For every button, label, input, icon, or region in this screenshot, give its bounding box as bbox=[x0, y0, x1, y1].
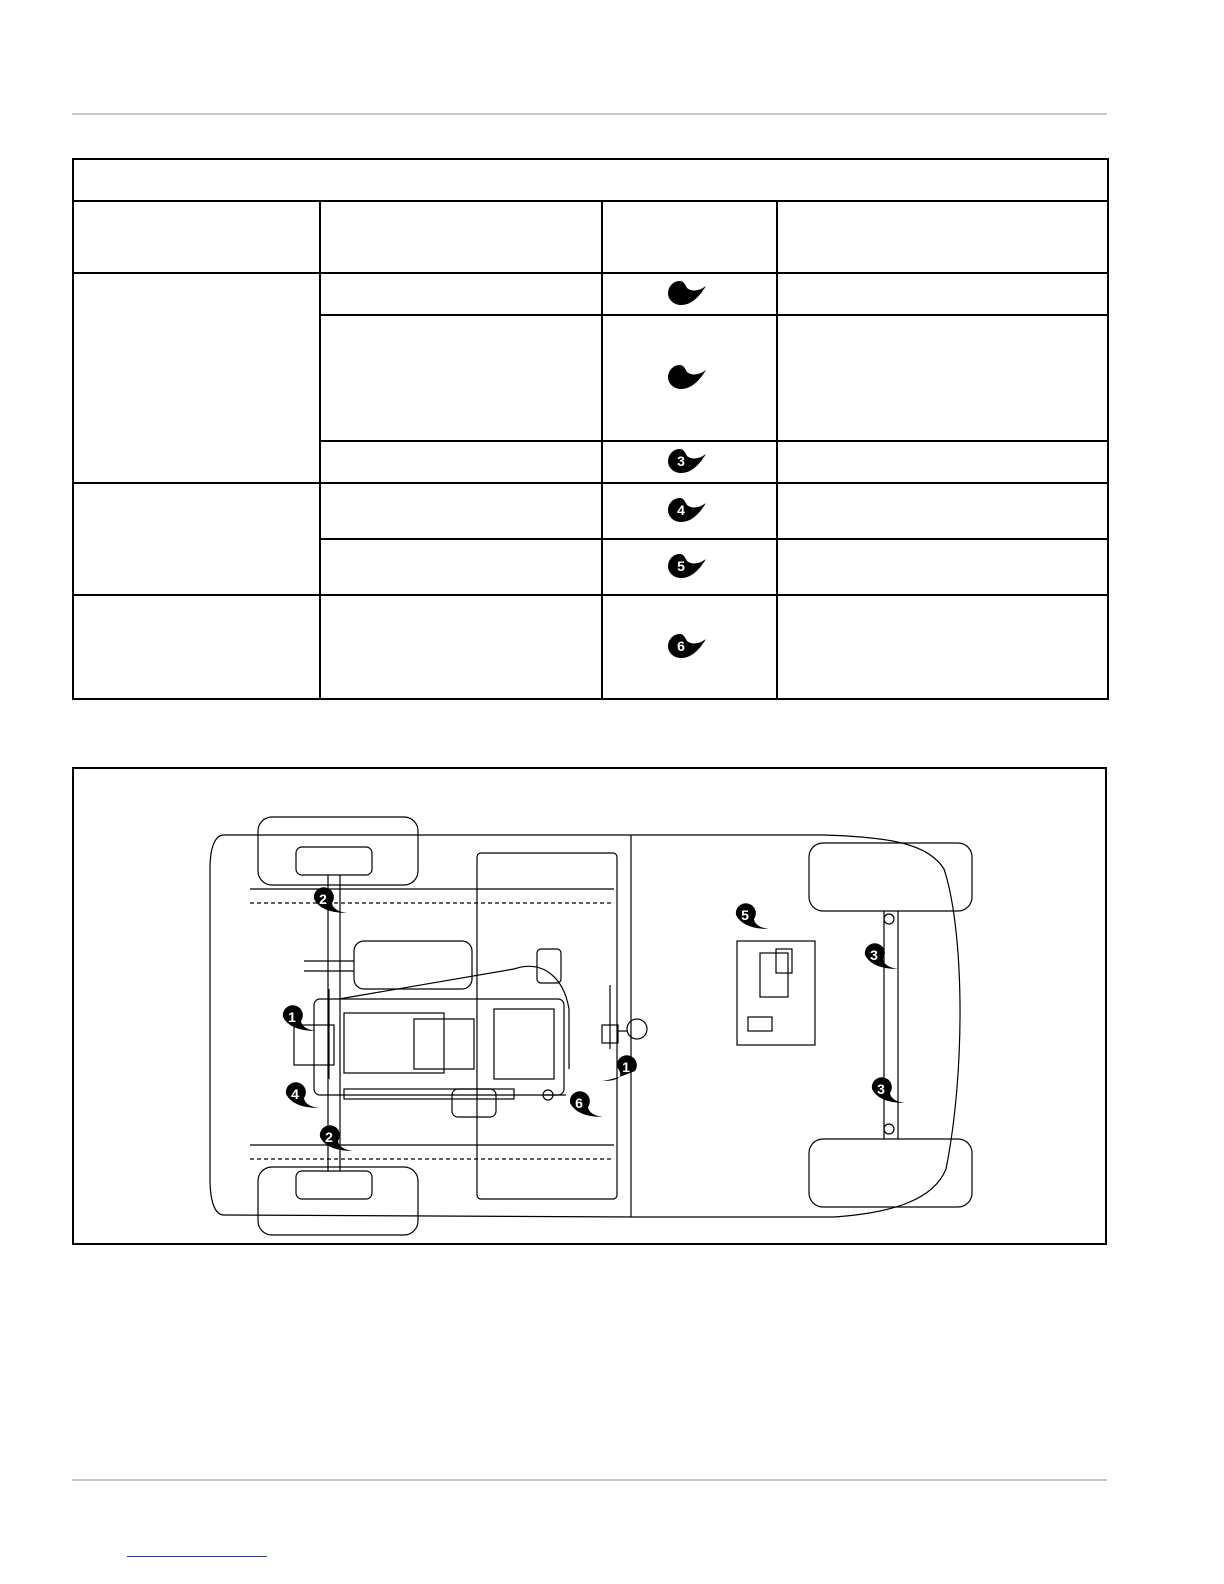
callout-2 bbox=[320, 1125, 353, 1151]
group-cell bbox=[73, 595, 320, 699]
lube-drop-icon bbox=[668, 497, 712, 523]
table-row bbox=[73, 483, 1108, 539]
badge-cell bbox=[602, 595, 777, 699]
note-cell bbox=[777, 595, 1108, 699]
badge-number: 3 bbox=[676, 452, 685, 469]
table-header-row bbox=[73, 201, 1108, 273]
callout-number: 2 bbox=[325, 1129, 333, 1145]
lube-drop-icon bbox=[668, 633, 712, 659]
badge-cell bbox=[602, 539, 777, 595]
lube-drop-icon bbox=[668, 553, 712, 579]
callout-5 bbox=[736, 903, 769, 929]
badge-number: 6 bbox=[676, 637, 685, 654]
callout-group bbox=[283, 887, 905, 1151]
note-cell bbox=[777, 441, 1108, 483]
callout-number: 1 bbox=[622, 1059, 630, 1075]
table-row bbox=[73, 273, 1108, 315]
badge-number: 4 bbox=[676, 501, 685, 518]
tire-front-bottom bbox=[258, 1167, 418, 1235]
callout-number: 3 bbox=[870, 947, 878, 963]
callout-number: 3 bbox=[877, 1081, 885, 1097]
lube-drop-icon bbox=[668, 280, 712, 306]
footer-link-underline[interactable] bbox=[127, 1556, 267, 1557]
lubrication-table bbox=[72, 158, 1109, 700]
callout-3 bbox=[865, 943, 898, 969]
lube-drop-icon bbox=[668, 448, 712, 474]
callout-number: 5 bbox=[741, 907, 749, 923]
group-cell bbox=[73, 483, 320, 595]
item-cell bbox=[320, 595, 602, 699]
muffler bbox=[354, 941, 472, 989]
note-cell bbox=[777, 483, 1108, 539]
badge-cell bbox=[602, 315, 777, 441]
callout-1 bbox=[602, 1055, 637, 1081]
header-rule bbox=[72, 113, 1107, 115]
floor-panel bbox=[477, 853, 617, 1199]
item-cell bbox=[320, 441, 602, 483]
callout-2 bbox=[314, 887, 347, 913]
note-cell bbox=[777, 315, 1108, 441]
note-cell bbox=[777, 539, 1108, 595]
item-cell bbox=[320, 539, 602, 595]
footer-rule bbox=[72, 1479, 1107, 1481]
header-cell bbox=[320, 201, 602, 273]
item-cell bbox=[320, 483, 602, 539]
lube-drop-icon bbox=[668, 364, 712, 390]
vehicle-lubrication-diagram bbox=[72, 767, 1107, 1245]
table-title bbox=[73, 159, 1108, 201]
item-cell bbox=[320, 273, 602, 315]
badge-number: 5 bbox=[676, 557, 685, 574]
callout-number: 1 bbox=[288, 1009, 296, 1025]
table-row bbox=[73, 595, 1108, 699]
header-cell bbox=[602, 201, 777, 273]
badge-cell bbox=[602, 441, 777, 483]
tire-rear-bottom bbox=[809, 1139, 972, 1207]
badge-cell bbox=[602, 273, 777, 315]
vehicle-chassis-drawing bbox=[74, 769, 1105, 1243]
header-cell bbox=[777, 201, 1108, 273]
callout-number: 2 bbox=[319, 891, 327, 907]
callout-3 bbox=[872, 1077, 905, 1103]
item-cell bbox=[320, 315, 602, 441]
callout-number: 4 bbox=[291, 1086, 299, 1102]
table-title-row bbox=[73, 159, 1108, 201]
callout-number: 6 bbox=[575, 1095, 583, 1111]
note-cell bbox=[777, 273, 1108, 315]
tire-rear-top bbox=[809, 843, 972, 911]
header-cell bbox=[73, 201, 320, 273]
callout-1 bbox=[283, 1005, 316, 1031]
badge-cell bbox=[602, 483, 777, 539]
group-cell bbox=[73, 273, 320, 483]
callout-6 bbox=[570, 1091, 603, 1117]
